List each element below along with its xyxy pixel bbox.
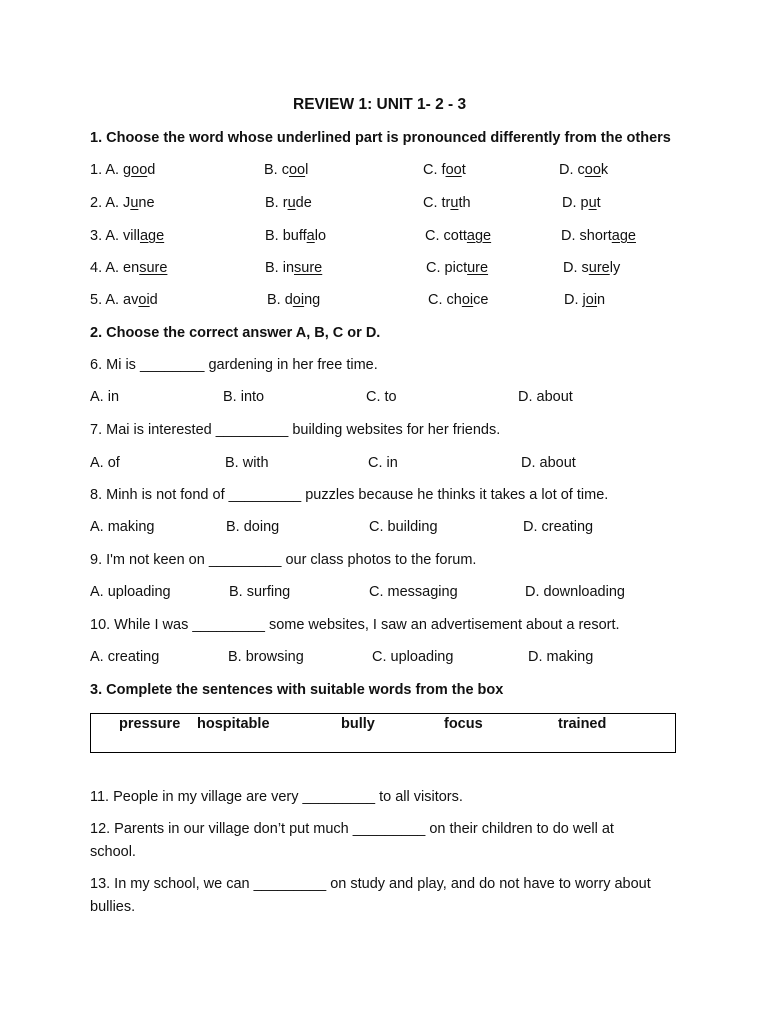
question-text: 8. Minh is not fond of _________ puzzles because he thinks it takes a lot of time. [90,487,609,503]
question-text: 7. Mai is interested _________ building websites for her friends. [90,422,501,438]
answer-option: C. building [369,519,438,535]
answer-option: C. to [366,389,397,405]
pronunciation-option: 5. A. avoid [90,292,158,308]
pronunciation-option: B. doing [267,292,321,308]
question-12-line-2: school. [90,844,136,860]
pronunciation-option: 2. A. June [90,195,155,211]
pronunciation-option: D. join [564,292,606,308]
page-title: REVIEW 1: UNIT 1- 2 - 3 [293,96,467,113]
underlined-part: age [611,228,636,244]
pronunciation-option: 4. A. ensure [90,260,168,276]
answer-option: A. uploading [90,584,171,600]
pronunciation-option: C. picture [426,260,489,276]
box-word: hospitable [197,716,270,732]
underlined-part: u [450,195,459,211]
underlined-part: sure [139,260,168,276]
underlined-part: oo [584,162,601,178]
pronunciation-option: D. surely [563,260,621,276]
answer-option: A. of [90,455,120,471]
pronunciation-option: C. choice [428,292,489,308]
answer-option: A. in [90,389,120,405]
section-3-heading: 3. Complete the sentences with suitable words from the box [90,682,504,698]
pronunciation-option: 1. A. good [90,162,156,178]
underlined-part: age [139,228,165,244]
pronunciation-option: B. rude [265,195,312,211]
question-text: 10. While I was _________ some websites, I saw an advertisement about a resort. [90,617,620,633]
answer-option: D. about [518,389,573,405]
question-text: 6. Mi is ________ gardening in her free time. [90,357,378,373]
box-word: focus [444,716,483,732]
question-13-line-2: bullies. [90,899,136,915]
underlined-part: ure [588,260,610,276]
underlined-part: oo [131,162,148,178]
underlined-part: oo [445,162,462,178]
pronunciation-option: B. insure [265,260,323,276]
box-word: trained [558,716,607,732]
pronunciation-option: D. shortage [561,228,636,244]
pronunciation-option: B. cool [264,162,309,178]
underlined-part: oi [461,292,474,308]
answer-option: D. about [521,455,576,471]
pronunciation-option: D. cook [559,162,609,178]
pronunciation-option: D. put [562,195,601,211]
answer-option: B. browsing [228,649,304,665]
underlined-part: oi [138,292,150,308]
box-word: bully [341,716,375,732]
answer-option: B. surfing [229,584,291,600]
question-13-line-1: 13. In my school, we can _________ on study and play, and do not have to worry about [90,876,651,892]
section-1-heading: 1. Choose the word whose underlined part is pronounced differently from the others [90,130,671,146]
answer-option: C. uploading [372,649,454,665]
pronunciation-option: C. truth [423,195,471,211]
pronunciation-option: C. cottage [425,228,492,244]
underlined-part: a [306,228,315,244]
pronunciation-option: 3. A. village [90,228,165,244]
underlined-part: oo [288,162,306,178]
answer-option: D. downloading [525,584,625,600]
underlined-part: u [588,195,597,211]
answer-option: D. making [528,649,594,665]
pronunciation-option: C. foot [423,162,466,178]
pronunciation-option: B. buffalo [265,228,327,244]
underlined-part: oi [585,292,598,308]
answer-option: A. making [90,519,155,535]
underlined-part: u [287,195,296,211]
answer-option: B. with [225,455,269,471]
box-word: pressure [119,716,181,732]
underlined-part: age [466,228,492,244]
underlined-part: oi [292,292,305,308]
answer-option: A. creating [90,649,160,665]
question-11: 11. People in my village are very _________ to all visitors. [90,789,463,805]
underlined-part: sure [294,260,323,276]
answer-option: C. in [368,455,398,471]
answer-option: C. messaging [369,584,458,600]
answer-option: D. creating [523,519,594,535]
question-12-line-1: 12. Parents in our village don’t put much _________ on their children to do well at [90,821,614,837]
word-box [90,713,676,753]
underlined-part: u [130,195,139,211]
answer-option: B. doing [226,519,280,535]
underlined-part: ure [467,260,489,276]
section-2-heading: 2. Choose the correct answer A, B, C or D. [90,325,381,341]
answer-option: B. into [223,389,265,405]
question-text: 9. I'm not keen on _________ our class photos to the forum. [90,552,477,568]
